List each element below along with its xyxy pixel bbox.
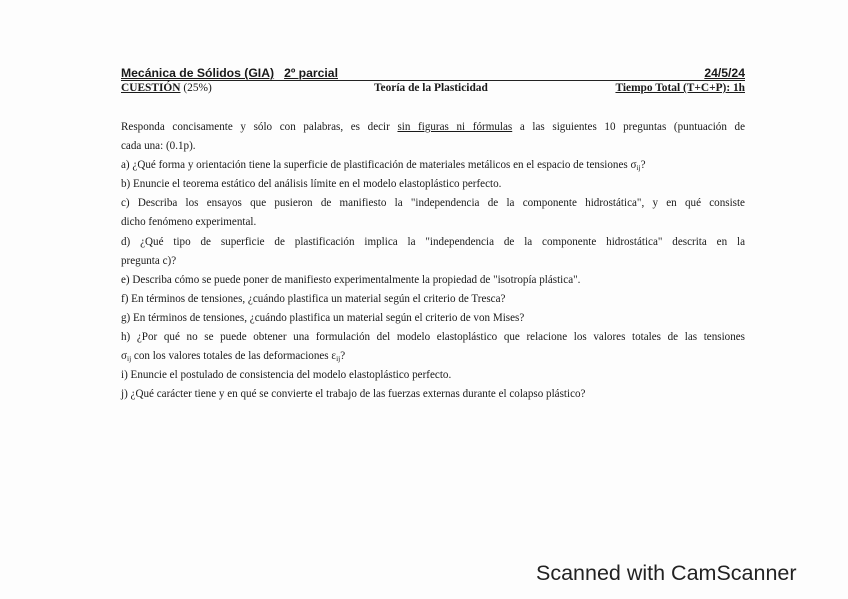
question-g: g) En términos de tensiones, ¿cuándo plastifica un material según el criterio de von Mises?: [121, 311, 525, 324]
exam-header: [121, 66, 745, 81]
question-c: c) Describa los ensayos que pusieron de manifiesto la "independencia de la componente hidrostática", y en qué consiste: [121, 197, 745, 210]
camscanner-watermark: Scanned with CamScanner: [536, 561, 797, 585]
intro-line: cada una: (0.1p).: [121, 140, 196, 153]
subject-title: Mecánica de Sólidos (GIA): [121, 66, 275, 80]
question-h-cont: $\sigma_{ij}$ con los valores totales de las deformaciones $\varepsilon_{ij}$?: [121, 350, 346, 364]
question-b: b) Enuncie el teorema estático del análisis límite en el modelo elastoplástico perfecto.: [121, 178, 502, 191]
topic-title: Teoría de la Plasticidad: [374, 82, 488, 94]
exam-subheader: [121, 82, 745, 97]
section-label: CUESTIÓN: [121, 82, 181, 94]
total-time: Tiempo Total (T+C+P): 1h: [615, 82, 745, 94]
question-i: i) Enuncie el postulado de consistencia del modelo elastoplástico perfecto.: [121, 369, 452, 382]
intro-line: Responda concisamente y sólo con palabras, es decir sin figuras ni fórmulas a las siguientes 10 preguntas (puntuación de: [121, 121, 746, 133]
question-c-cont: dicho fenómeno experimental.: [121, 216, 257, 229]
question-d-cont: pregunta c)?: [121, 254, 177, 267]
questions-body: [121, 118, 745, 404]
question-d: d) ¿Qué tipo de superficie de plastificación implica la "independencia de la componente hidrostática" descrita en la: [121, 235, 745, 248]
question-f: f) En términos de tensiones, ¿cuándo plastifica un material según el criterio de Tresca?: [121, 292, 506, 305]
section-weight: (25%): [183, 82, 212, 94]
emphasis-no-figures: sin figuras ni fórmulas: [397, 121, 513, 133]
question-a: a) ¿Qué forma y orientación tiene la superficie de plastificación de materiales metálicos en el espacio de tensiones $\sigma_{ij}$?: [121, 159, 646, 173]
question-j: j) ¿Qué carácter tiene y en qué se convierte el trabajo de las fuerzas externas durante el colapso plástico?: [121, 388, 586, 401]
question-h: h) ¿Por qué no se puede obtener una formulación del modelo elastoplástico que relacione los valores totales de las tensiones: [121, 331, 745, 344]
exam-name: 2º parcial: [284, 66, 338, 80]
exam-date: 24/5/24: [704, 66, 745, 80]
question-e: e) Describa cómo se puede poner de manifiesto experimentalmente la propiedad de "isotropía plástica".: [121, 273, 581, 286]
